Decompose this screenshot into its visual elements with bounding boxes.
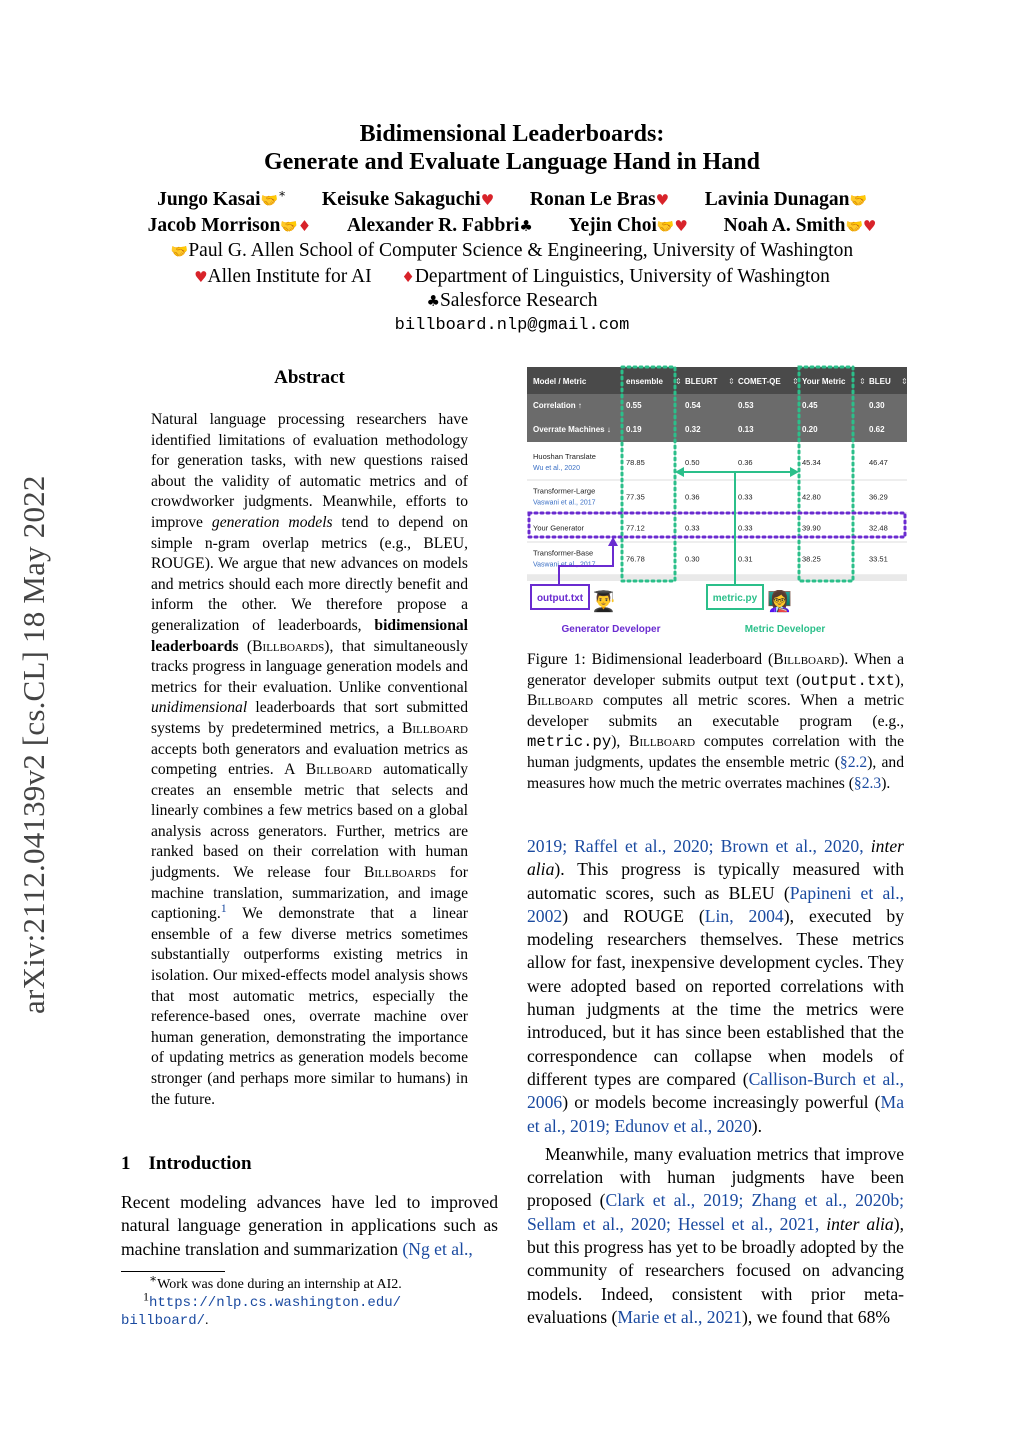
section-heading: 1 Introduction [121,1153,252,1174]
diamond-icon: ♦ [401,267,415,286]
sort-icon: ⇕ [792,377,799,386]
section-ref[interactable]: §2.2 [839,753,868,771]
generator-citation: Wu et al., 2020 [533,465,580,472]
stat-value: 0.53 [738,401,754,410]
handshake-icon: 🤝 [849,193,867,209]
metric-developer-label: Metric Developer [744,624,826,635]
stat-label: Overrate Machines ↓ [533,425,611,434]
paragraph: Meanwhile, many evaluation metrics that improve correlation with human judgments have been proposed (Clark et al., 2019; Zhang et al., 2020b; Sellam et al., 2020; Hessel et al., 2021, inter alia), but this progress has yet to be broadly adopted by the community of researchers focused on advancing models. Indeed, consistent with prior meta-evaluations (Marie et al., 2021), we found that 68% [527,1143,905,1327]
stat-value: 0.45 [802,401,818,410]
generator-citation: Vaswani et al., 2017 [533,499,596,507]
affiliation-uw [0,239,1024,265]
author-name: Jungo Kasai [157,189,261,210]
arxiv-identifier: arXiv:2112.04139v2 [cs.CL] 18 May 2022 [16,475,51,1015]
handshake-icon: 🤝 [845,218,863,235]
intro-paragraph: Recent modeling advances have led to improved natural language generation in applications such as machine translation and summarization (Ng et al., [121,1192,498,1259]
stat-value: 0.32 [685,425,701,434]
handshake-icon: 🤝 [280,218,298,235]
stat-label: Correlation ↑ [533,401,582,410]
diamond-icon: ♦ [297,216,312,235]
table-header-cell: BLEU [869,377,891,386]
stat-value: 0.55 [626,401,642,410]
stat-value: 0.30 [869,401,885,410]
handshake-icon: 🤝 [260,193,279,209]
sort-icon: ⇕ [859,377,866,386]
author-name: Keisuke Sakaguchi [321,189,481,210]
abstract-body: Natural language processing researchers have identified limitations of evaluation methodology for generation tasks, with new questions raised about the validity of automatic metrics and of crowdworker judgments. Meanwhile, efforts to improve generation models tend to depend on simple n-gram overlap metrics (e.g., BLEU, ROUGE). We argue that new advances on models and metrics should each more directly benefit and inform the other. We therefore propose a generalization of leaderboards, bidimensional leaderboards (Billboards), that simultaneously tracks progress in language generation models and metrics for their evaluation. Unlike conventional unidimensional leaderboards that sort submitted systems by predetermined metrics, a Billboard accepts both generators and evaluation metrics as competing entries. A Billboard automatically creates an ensemble metric that selects and linearly combines a few metrics based on a global analysis across generators. Further, metrics are ranked based on their correlation with human judgments. We release four Billboards for machine translation, summarization, and image captioning.$^1$ We demonstrate that a linear ensemble of a few diverse metrics sometimes substantially outperforms existing metrics in isolation. Our mixed-effects model analysis shows that most automatic metrics, especially the reference-based ones, overrate machine over human generation, demonstrating the importance of updating metrics as generation models become stronger (and perhaps more similar to humans) in the future. [151,411,469,1108]
heart-icon: ♥ [862,216,877,235]
score-cell: 0.30 [685,554,700,564]
table-header-cell: Model / Metric [533,377,587,386]
title-line-1: Bidimensional Leaderboards: [359,121,665,147]
affiliation-row [0,265,1024,290]
score-cell: 77.35 [626,492,645,502]
affiliation-salesforce [0,289,1024,314]
author-row-2 [0,214,1024,240]
score-cell: 46.47 [869,458,888,467]
club-icon: ♣ [519,216,533,235]
club-icon: ♣ [426,292,440,311]
output-file-label: output.txt [536,593,584,604]
citation-link[interactable]: Marie et al., 2021 [617,1306,742,1327]
generator-name: Your Generator [533,523,585,533]
citation-link[interactable]: (Ng et al., [402,1238,473,1259]
score-cell: 77.12 [626,523,645,533]
score-cell: 42.80 [802,492,821,502]
paper-title [0,120,1024,176]
score-cell: 39.90 [802,523,821,533]
stat-value: 0.20 [802,425,818,434]
table-header-cell: COMET-QE [738,377,781,386]
author-name: Yejin Choi [568,214,657,236]
heart-icon: ♥ [655,191,670,209]
score-cell: 76.78 [626,554,645,564]
contact-email[interactable]: billboard.nlp@gmail.com [394,315,630,335]
footnote-1: ∗Work was done during an internship at AI2. [149,1271,402,1292]
stat-value: 0.13 [738,425,754,434]
stat-value: 0.19 [626,425,642,434]
score-cell: 32.48 [869,523,888,533]
author-name: Ronan Le Bras [529,189,656,210]
author-name: Jacob Morrison [147,214,281,236]
author-name: Lavinia Dunagan [704,189,850,210]
footnote-rule [121,1271,225,1272]
citation-link[interactable]: Callison-Burch et al., 2006 [527,1068,904,1113]
handshake-icon: 🤝 [170,244,189,261]
right-column-text [527,835,904,1329]
table-header-cell: ensemble [626,377,663,386]
sort-icon: ⇕ [728,377,735,386]
stat-value: 0.54 [685,401,701,410]
abstract-heading: Abstract [274,367,345,388]
metric-file-label: metric.py [712,593,758,604]
citation-link[interactable]: Ma et al., 2019; Edunov et al., 2020 [527,1092,904,1136]
affiliation-text: Allen Institute for AI [207,265,372,287]
paragraph: 2019; Raffel et al., 2020; Brown et al., 2020, inter alia). This progress is typically measured with automatic scores, such as BLEU (Papineni et al., 2002) and ROUGE (Lin, 2004), executed by modeling researchers themselves. These metrics allow for fast, inexpensive development cycles. They were adopted based on reported correlations with human judgments at the time the metrics were introduced, but it has since been established that the correspondence can collapse when models of different types are compared (Callison-Burch et al., 2006) or models become increasingly powerful (Ma et al., 2019; Edunov et al., 2020). [527,836,904,1136]
generator-name: Huoshan Translate [533,452,596,461]
citation-link[interactable]: Clark et al., 2019; Zhang et al., 2020b; Sellam et al., 2020; Hessel et al., 2021, [527,1190,905,1234]
sort-icon: ⇕ [901,377,908,386]
author-row-1 [0,188,1024,214]
affiliation-text: Department of Linguistics, University of Washington [414,265,830,287]
affiliation-text: Paul G. Allen School of Computer Science & Engineering, University of Washington [188,240,854,262]
generator-citation: Vaswani et al., 2017 [533,561,596,569]
section-ref[interactable]: §2.3 [853,774,882,792]
footnote-link[interactable]: 1 [220,901,227,916]
figure-billboard [527,367,907,637]
affiliation-text: Salesforce Research [439,290,598,312]
score-cell: 45.34 [802,458,821,467]
generator-name: Transformer-Base [533,548,594,558]
score-cell: 0.50 [685,458,700,467]
footnote-url[interactable]: https://nlp.cs.washington.edu/ [149,1295,402,1311]
score-cell: 36.29 [869,492,888,502]
citation-link[interactable]: Papineni et al., 2002 [527,882,904,926]
score-cell: 0.33 [738,523,753,533]
table-header-cell: Your Metric [802,377,846,386]
table-header-cell: BLEURT [685,377,718,386]
footnotes [121,1271,501,1330]
score-cell: 0.33 [685,523,700,533]
stat-value: 0.62 [869,425,885,434]
generator-name: Transformer-Large [533,486,596,496]
heart-icon: ♥ [194,267,208,286]
score-cell: 78.85 [626,458,645,467]
score-cell: 0.36 [685,492,700,502]
citation-link[interactable]: Lin, 2004 [704,905,784,926]
author-name: Alexander R. Fabbri [346,214,520,236]
score-cell: 0.33 [738,492,753,502]
footnote-star: ∗ [278,186,287,201]
footnote-2-cont: billboard/. [121,1313,209,1329]
author-block [0,188,1024,339]
title-line-2: Generate and Evaluate Language Hand in Hand [263,149,761,175]
score-cell: 0.31 [738,554,753,564]
score-cell: 38.25 [802,554,821,564]
footnote-url-cont[interactable]: billboard/ [121,1313,206,1329]
figure-caption: Figure 1: Bidimensional leaderboard (Billboard). When a generator developer submits output text (output.txt), Billboard computes all metric scores. When a metric developer submits an executable program (e.g., metric.py), Billboard computes correlation with the human judgments, updates the ensemble metric (§2.2), and measures how much the metric overrates machines (§2.3). [527,651,904,792]
author-name: Noah A. Smith [723,214,846,236]
stats-band [527,394,907,442]
heart-icon: ♥ [674,216,688,235]
footnote-2: 1https://nlp.cs.washington.edu/ [143,1289,402,1311]
handshake-icon: 🤝 [656,218,675,235]
your-generator-row-highlight [529,513,905,537]
generator-developer-label: Generator Developer [561,624,661,635]
student-developer-icon: 👨‍🎓 [591,591,616,613]
score-cell: 33.51 [869,554,888,564]
heart-icon: ♥ [480,191,495,209]
teacher-developer-icon: 👩‍🏫 [767,591,792,613]
citation-link[interactable]: 2019; Raffel et al., 2020; Brown et al., 2020, [527,836,864,856]
score-cell: 0.36 [738,458,753,467]
sort-icon: ⇕ [675,377,682,386]
figure-canvas [527,367,907,637]
